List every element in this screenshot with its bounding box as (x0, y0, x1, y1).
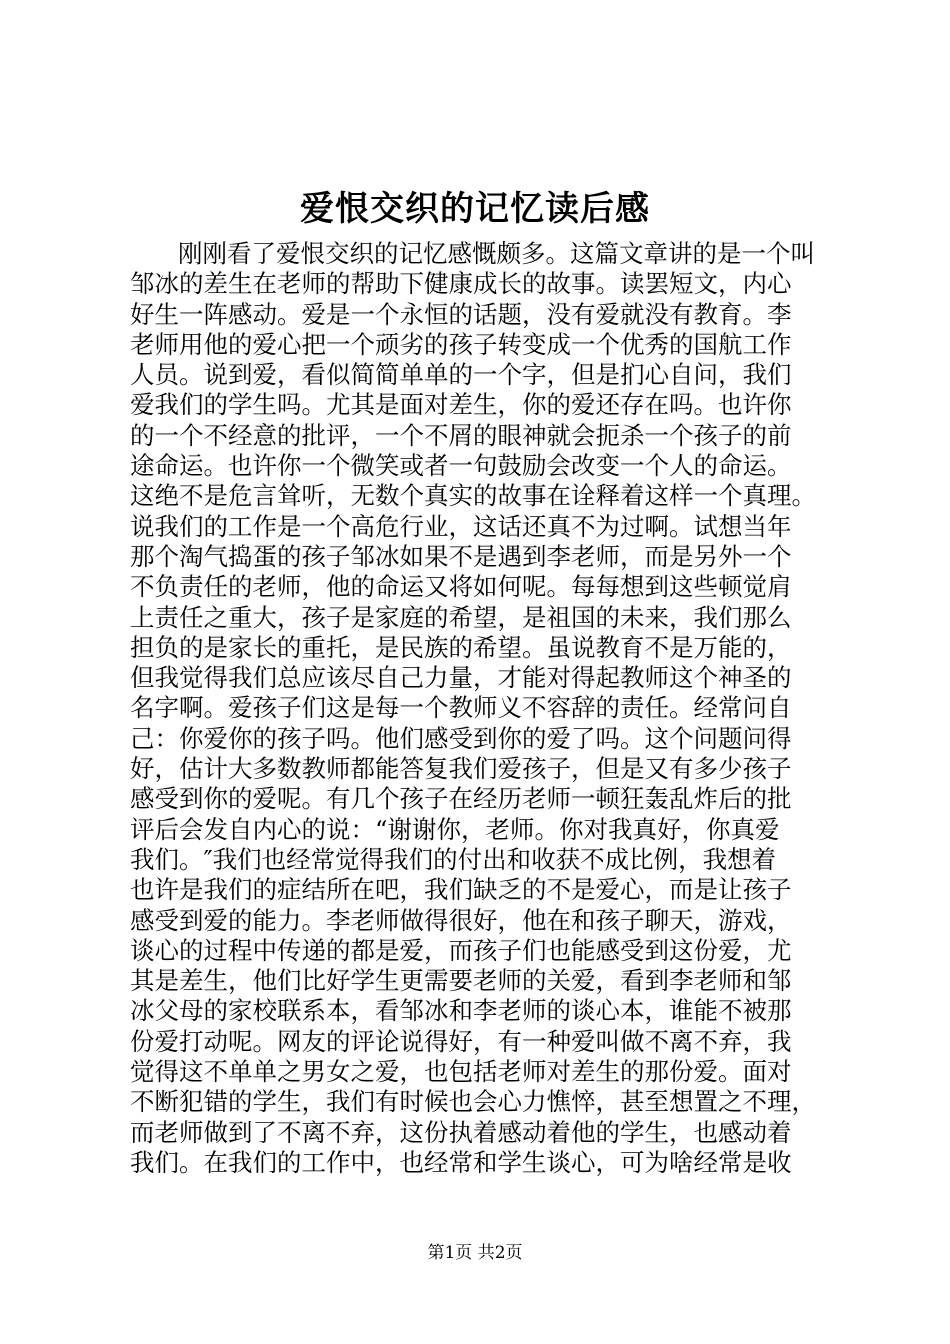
text-line: 感受到你的爱呢。有几个孩子在经历老师一顿狂轰乱炸后的批 (130, 784, 792, 814)
text-line: 这绝不是危言耸听，无数个真实的故事在诠释着这样一个真理。 (130, 481, 816, 511)
text-line: 感受到爱的能力。李老师做得很好，他在和孩子聊天，游戏， (130, 905, 792, 935)
text-line: 那个淘气捣蛋的孩子邹冰如果不是遇到李老师，而是另外一个 (130, 541, 792, 571)
text-line: 觉得这不单单之男女之爱，也包括老师对差生的那份爱。面对 (130, 1057, 792, 1087)
body-text (130, 239, 840, 1178)
text-line: 说我们的工作是一个高危行业，这话还真不为过啊。试想当年 (130, 511, 792, 541)
text-line: 担负的是家长的重托，是民族的希望。虽说教育不是万能的， (130, 632, 792, 662)
text-line: 谈心的过程中传递的都是爱，而孩子们也能感受到这份爱，尤 (130, 935, 792, 965)
text-line: 刚刚看了爱恨交织的记忆感慨颇多。这篇文章讲的是一个叫 (178, 239, 815, 268)
text-line: 人员。说到爱，看似简简单单的一个字，但是扪心自问，我们 (130, 360, 792, 390)
text-line: 邹冰的差生在老师的帮助下健康成长的故事。读罢短文，内心 (130, 269, 792, 299)
text-line: 名字啊。爱孩子们这是每一个教师义不容辞的责任。经常问自 (130, 693, 792, 723)
text-line: 我们。″我们也经常觉得我们的付出和收获不成比例，我想着 (130, 844, 777, 874)
text-line: 也许是我们的症结所在吧，我们缺乏的不是爱心，而是让孩子 (130, 875, 792, 905)
text-line: 冰父母的家校联系本，看邹冰和李老师的谈心本，谁能不被那 (130, 996, 792, 1026)
text-line: 老师用他的爱心把一个顽劣的孩子转变成一个优秀的国航工作 (130, 329, 792, 359)
document-title: 爱恨交织的记忆读后感 (300, 189, 650, 229)
text-line: 好，估计大多数教师都能答复我们爱孩子，但是又有多少孩子 (130, 754, 792, 784)
text-line: 的一个不经意的批评，一个不屑的眼神就会扼杀一个孩子的前 (130, 420, 792, 450)
text-line: 评后会发自内心的说：“谢谢你，老师。你对我真好，你真爱 (130, 814, 780, 844)
text-line: 份爱打动呢。网友的评论说得好，有一种爱叫做不离不弃，我 (130, 1026, 792, 1056)
text-line: 而老师做到了不离不弃，这份执着感动着他的学生，也感动着 (130, 1117, 792, 1147)
text-line: 己：你爱你的孩子吗。他们感受到你的爱了吗。这个问题问得 (130, 723, 792, 753)
text-line: 我们。在我们的工作中，也经常和学生谈心，可为啥经常是收 (130, 1147, 792, 1177)
text-line: 不断犯错的学生，我们有时候也会心力憔悴，甚至想置之不理， (130, 1087, 816, 1117)
text-line: 上责任之重大，孩子是家庭的希望，是祖国的未来，我们那么 (130, 602, 792, 632)
page-footer: 第1页 共2页 (427, 1243, 523, 1263)
text-line: 爱我们的学生吗。尤其是面对差生，你的爱还存在吗。也许你 (130, 390, 792, 420)
text-line: 途命运。也许你一个微笑或者一句鼓励会改变一个人的命运。 (130, 451, 792, 481)
text-line: 好生一阵感动。爱是一个永恒的话题，没有爱就没有教育。李 (130, 299, 792, 329)
text-line: 但我觉得我们总应该尽自己力量，才能对得起教师这个神圣的 (130, 663, 792, 693)
text-line: 其是差生，他们比好学生更需要老师的关爱，看到李老师和邹 (130, 966, 792, 996)
text-line: 不负责任的老师，他的命运又将如何呢。每每想到这些顿觉肩 (130, 572, 792, 602)
